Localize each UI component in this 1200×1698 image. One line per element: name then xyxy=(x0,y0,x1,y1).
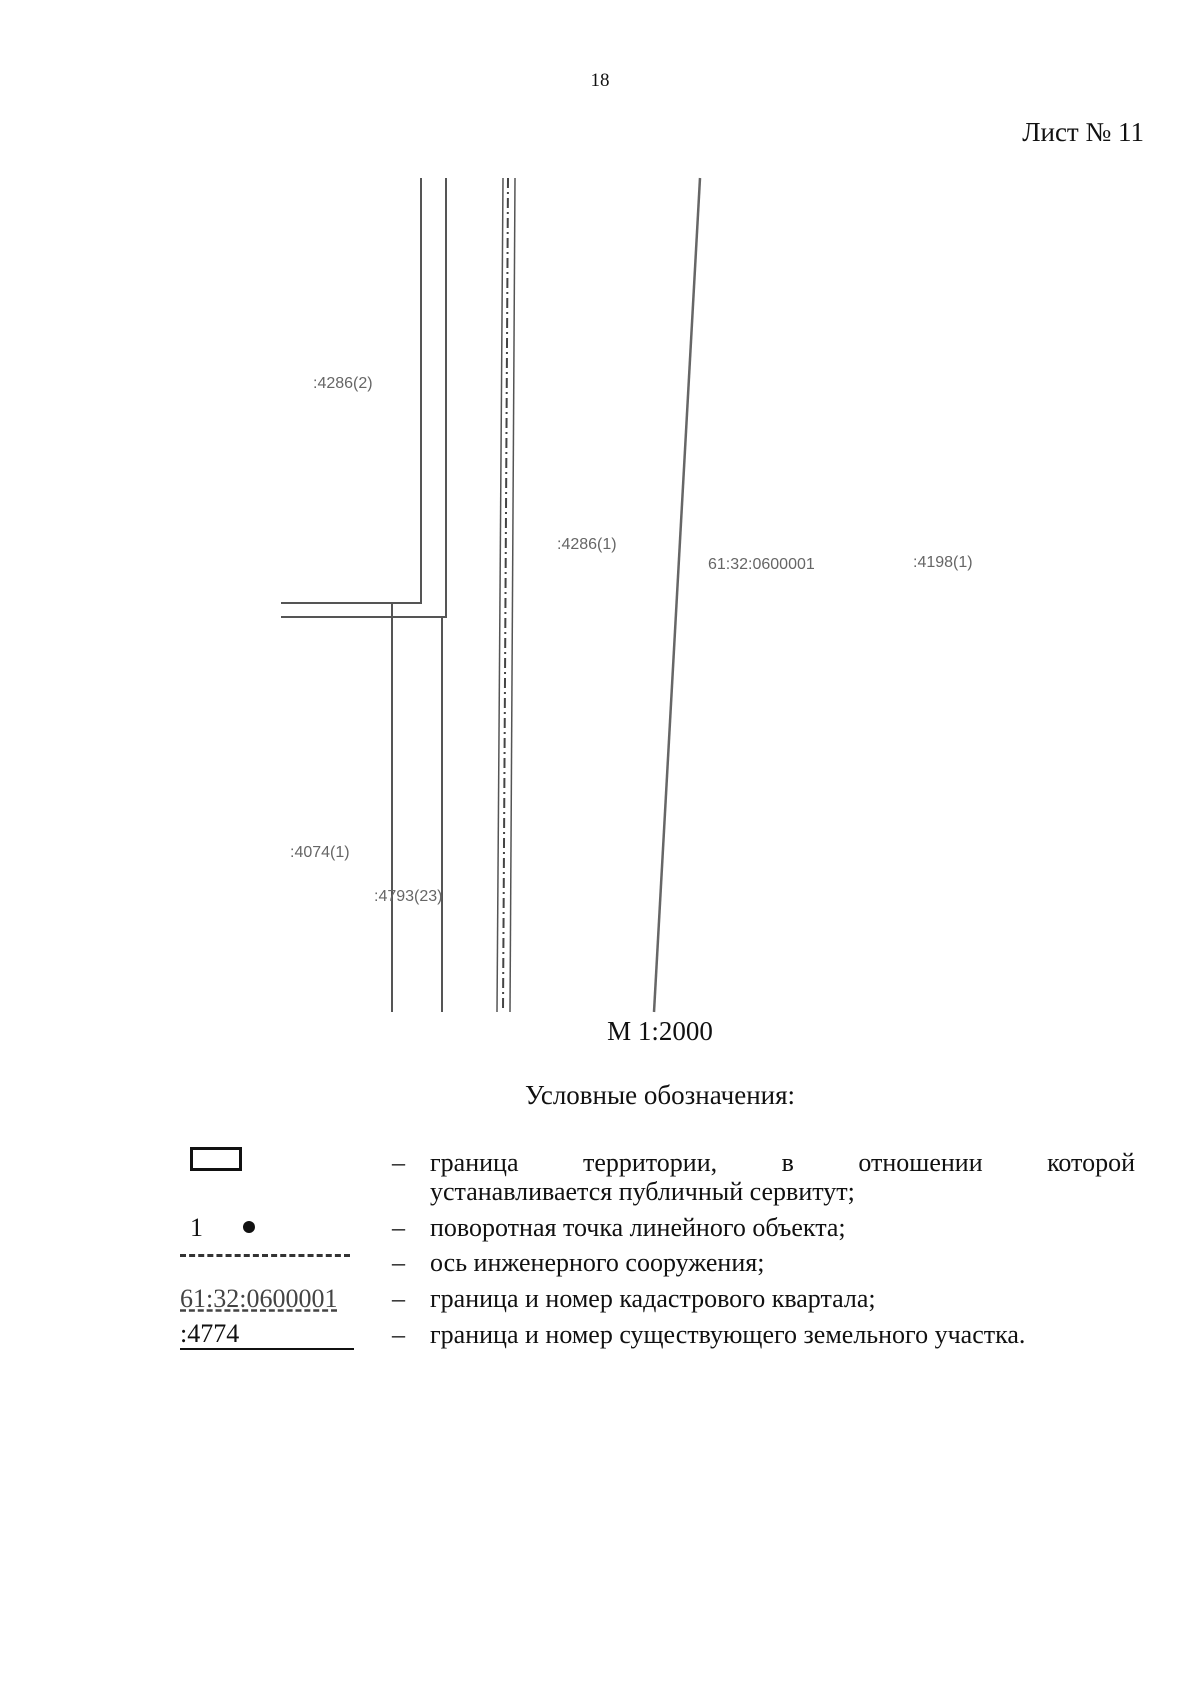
turning-point-number: 1 xyxy=(190,1213,203,1242)
legend-row-turning-point xyxy=(0,1213,1200,1247)
label-4198-1: :4198(1) xyxy=(913,554,973,571)
legend-row-quarter xyxy=(0,1284,1200,1318)
engineering-axis-line xyxy=(503,178,508,1012)
cadastral-quarter-symbol: 61:32:0600001 xyxy=(180,1284,338,1313)
page-number: 18 xyxy=(590,70,610,91)
map-scale: М 1:2000 xyxy=(607,1016,713,1046)
legend-dash: – xyxy=(392,1284,405,1313)
legend-row-parcel xyxy=(0,1320,1200,1354)
legend-row-axis xyxy=(0,1248,1200,1282)
label-4286-1: :4286(1) xyxy=(557,536,617,553)
label-quarter: 61:32:0600001 xyxy=(708,556,815,573)
legend-desc-servitude-cont: устанавливается публичный сервитут; xyxy=(430,1177,855,1206)
legend-desc-parcel: граница и номер существующего земельного участка. xyxy=(430,1320,1026,1349)
corridor-edge-right xyxy=(510,178,515,1012)
legend-title: Условные обозначения: xyxy=(524,1080,796,1110)
land-parcel-symbol: :4774 xyxy=(180,1320,354,1350)
legend-desc-quarter: граница и номер кадастрового квартала; xyxy=(430,1284,876,1313)
legend-desc-turning-point: поворотная точка линейного объекта; xyxy=(430,1213,846,1242)
label-4074-1: :4074(1) xyxy=(290,844,350,861)
legend-desc-axis: ось инженерного сооружения; xyxy=(430,1248,765,1277)
legend-dash: – xyxy=(392,1320,405,1349)
label-4793-23: :4793(23) xyxy=(374,888,443,905)
legend-dash: – xyxy=(392,1248,405,1277)
legend-dash: – xyxy=(392,1148,405,1177)
cadastral-quarter-boundary xyxy=(654,178,700,1012)
sheet-label: Лист № 11 xyxy=(1022,117,1144,147)
legend-desc-servitude: граница территории, в отношении которой xyxy=(430,1148,1135,1177)
corridor-edge-left xyxy=(497,178,503,1012)
legend-dash: – xyxy=(392,1213,405,1242)
label-4286-2: :4286(2) xyxy=(313,375,373,392)
